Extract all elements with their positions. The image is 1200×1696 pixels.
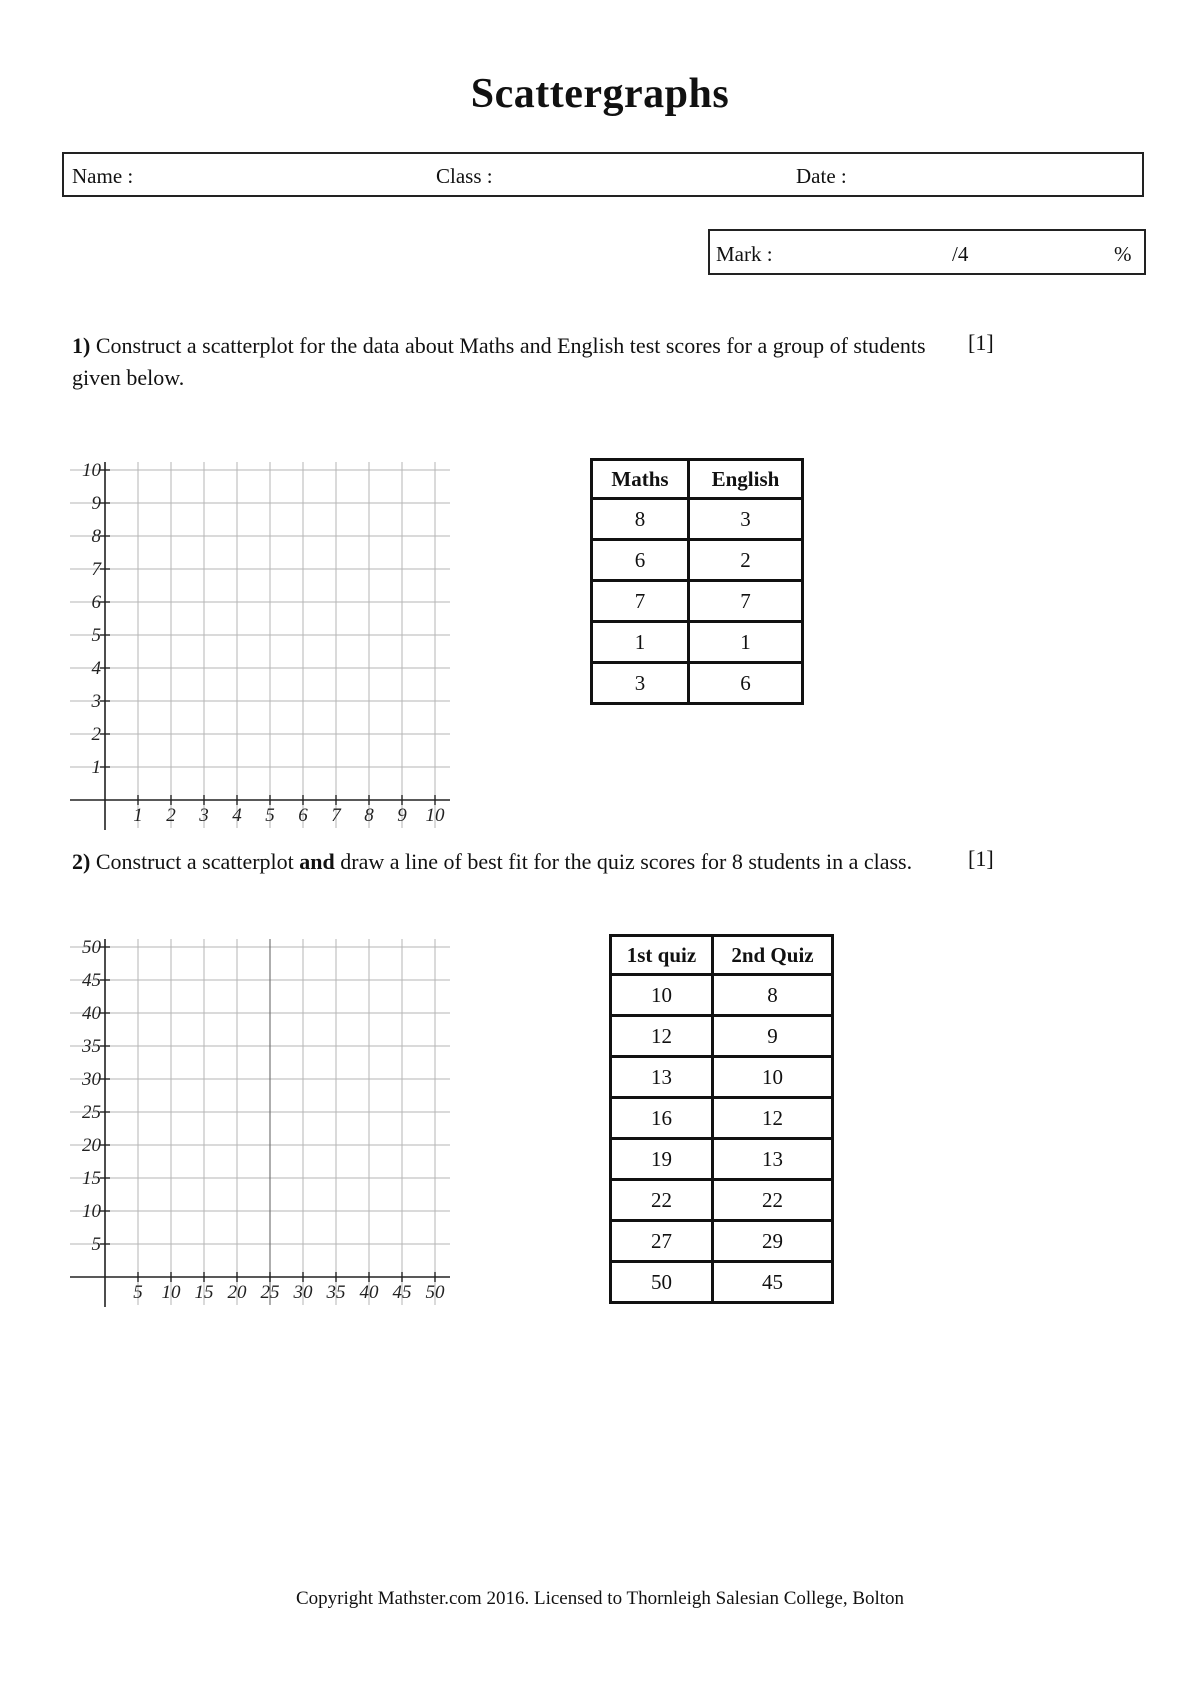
- table-cell: 13: [611, 1057, 713, 1098]
- question-2-bold-word: and: [299, 849, 335, 874]
- x-tick-label: 20: [227, 1282, 247, 1303]
- table-cell: 2: [688, 540, 802, 581]
- table-cell: 16: [611, 1098, 713, 1139]
- x-tick-label: 8: [364, 805, 374, 826]
- y-tick-label: 25: [82, 1102, 101, 1123]
- table-cell: 8: [592, 499, 689, 540]
- question-2-body-end: draw a line of best fit for the quiz scores for 8 students in a class.: [334, 849, 913, 874]
- table-row: [592, 499, 803, 540]
- x-tick-label: 3: [199, 805, 209, 826]
- mark-box: [708, 229, 1146, 275]
- table-row: [611, 975, 833, 1016]
- question-1-number: 1): [72, 333, 91, 358]
- table-row: [592, 581, 803, 622]
- table-cell: 7: [592, 581, 689, 622]
- table-cell: 22: [712, 1180, 832, 1221]
- x-tick-label: 10: [425, 805, 445, 826]
- table-cell: 50: [611, 1262, 713, 1303]
- y-tick-label: 6: [91, 592, 101, 613]
- y-tick-label: 5: [91, 625, 101, 646]
- y-tick-label: 3: [91, 691, 101, 712]
- table-row: [611, 1221, 833, 1262]
- scatter-grid-2[interactable]: [70, 932, 470, 1317]
- table-cell: 29: [712, 1221, 832, 1262]
- table-cell: 6: [688, 663, 802, 704]
- y-tick-label: 5: [91, 1234, 101, 1255]
- x-tick-label: 4: [232, 805, 242, 826]
- x-tick-label: 40: [359, 1282, 379, 1303]
- date-field[interactable]: Date :: [796, 164, 847, 188]
- table-row: [592, 663, 803, 704]
- table-cell: 3: [688, 499, 802, 540]
- y-tick-label: 15: [82, 1168, 101, 1189]
- x-tick-label: 50: [425, 1282, 445, 1303]
- name-field[interactable]: Name :: [72, 164, 134, 188]
- y-tick-label: 50: [82, 937, 101, 958]
- y-tick-label: 8: [91, 526, 101, 547]
- mark-out-of: /4: [952, 242, 969, 266]
- mark-label: Mark :: [716, 242, 773, 266]
- class-field[interactable]: Class :: [436, 164, 493, 188]
- question-2-number: 2): [72, 849, 91, 874]
- y-tick-label: 30: [82, 1069, 101, 1090]
- scatter-grid-1[interactable]: [70, 455, 470, 840]
- quiz-scores-table: [609, 934, 834, 1304]
- y-tick-label: 10: [82, 460, 101, 481]
- table-row: [611, 1016, 833, 1057]
- table-cell: 8: [712, 975, 832, 1016]
- table-header: English: [688, 460, 802, 499]
- y-tick-label: 40: [82, 1003, 101, 1024]
- y-tick-label: 35: [82, 1036, 101, 1057]
- page-title: Scattergraphs: [470, 71, 730, 117]
- y-tick-label: 7: [91, 559, 101, 580]
- x-tick-label: 25: [260, 1282, 280, 1303]
- y-tick-label: 1: [91, 757, 101, 778]
- table-row: [611, 1098, 833, 1139]
- table-row: [611, 1057, 833, 1098]
- y-tick-label: 2: [91, 724, 101, 745]
- x-tick-label: 9: [397, 805, 407, 826]
- table-header: 2nd Quiz: [712, 936, 832, 975]
- table-cell: 1: [688, 622, 802, 663]
- x-tick-label: 30: [293, 1282, 313, 1303]
- table-cell: 9: [712, 1016, 832, 1057]
- table-header: 1st quiz: [611, 936, 713, 975]
- y-tick-label: 10: [82, 1201, 101, 1222]
- table-row: [611, 1180, 833, 1221]
- x-tick-label: 7: [331, 805, 341, 826]
- x-tick-label: 6: [298, 805, 308, 826]
- y-tick-label: 4: [91, 658, 101, 679]
- maths-english-table: [590, 458, 804, 705]
- y-tick-label: 45: [82, 970, 101, 991]
- question-2-marks: [1]: [968, 846, 994, 871]
- table-header: Maths: [592, 460, 689, 499]
- table-row: [592, 540, 803, 581]
- student-info-box: [62, 152, 1144, 197]
- x-tick-label: 5: [265, 805, 275, 826]
- table-cell: 12: [712, 1098, 832, 1139]
- table-cell: 10: [611, 975, 713, 1016]
- table-cell: 3: [592, 663, 689, 704]
- x-tick-label: 35: [326, 1282, 346, 1303]
- x-tick-label: 5: [133, 1282, 143, 1303]
- x-tick-label: 10: [161, 1282, 181, 1303]
- x-tick-label: 15: [194, 1282, 214, 1303]
- x-tick-label: 45: [392, 1282, 412, 1303]
- table-cell: 22: [611, 1180, 713, 1221]
- question-2-text: [72, 846, 942, 878]
- table-cell: 13: [712, 1139, 832, 1180]
- table-row: [611, 1262, 833, 1303]
- y-tick-label: 9: [91, 493, 101, 514]
- table-cell: 45: [712, 1262, 832, 1303]
- question-1-marks: [1]: [968, 330, 994, 355]
- copyright-footer: Copyright Mathster.com 2016. Licensed to Thornleigh Salesian College, Bolton: [295, 1588, 905, 1609]
- table-cell: 7: [688, 581, 802, 622]
- table-row: [592, 622, 803, 663]
- x-tick-label: 2: [166, 805, 176, 826]
- x-tick-label: 1: [133, 805, 143, 826]
- table-cell: 27: [611, 1221, 713, 1262]
- question-1-body: Construct a scatterplot for the data about Maths and English test scores for a group of students given below.: [72, 333, 926, 390]
- table-row: [611, 1139, 833, 1180]
- table-cell: 19: [611, 1139, 713, 1180]
- table-cell: 1: [592, 622, 689, 663]
- question-1-text: [72, 330, 942, 394]
- table-cell: 6: [592, 540, 689, 581]
- table-cell: 12: [611, 1016, 713, 1057]
- y-tick-label: 20: [82, 1135, 101, 1156]
- question-2-body-start: Construct a scatterplot: [90, 849, 300, 874]
- table-cell: 10: [712, 1057, 832, 1098]
- mark-percent: %: [1114, 242, 1132, 266]
